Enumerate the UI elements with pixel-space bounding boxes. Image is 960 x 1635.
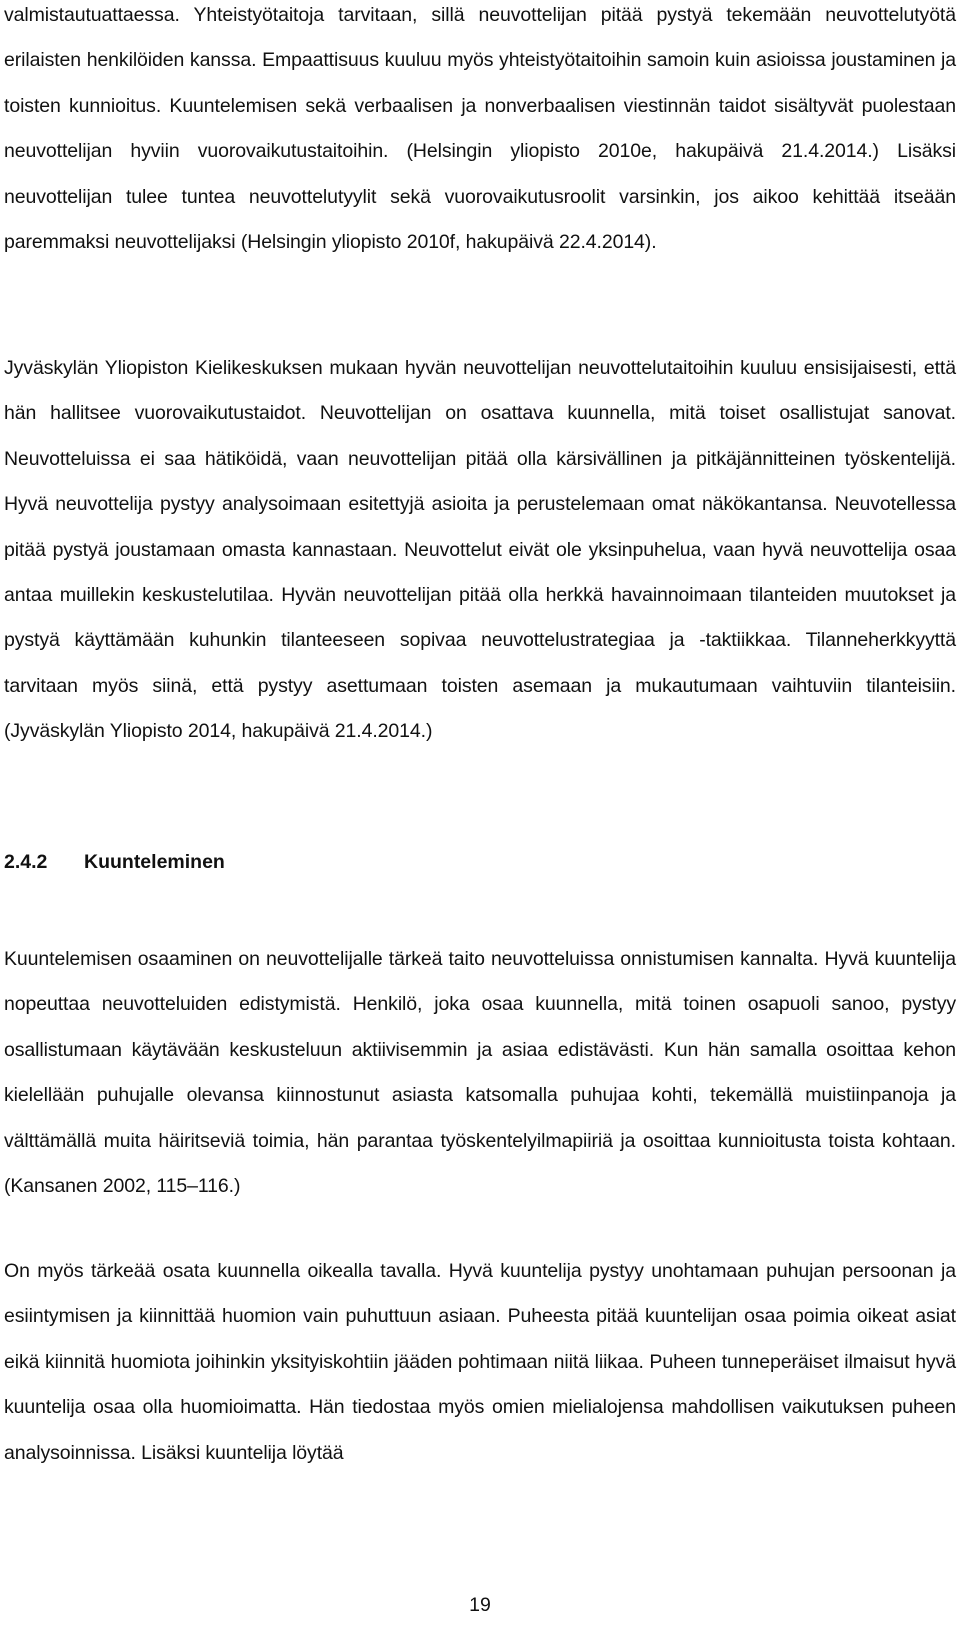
body-paragraph: On myös tärkeää osata kuunnella oikealla tavalla. Hyvä kuuntelija pystyy unohtamaan puhujan persoonan ja esiintymisen ja kiinnittää huomion vain puhuttuun asiaan. Puheesta pitää kuuntelijan osaa poimia oikeat asiat eikä kiinnitä huomiota joihinkin yksityiskohtiin jääden pohtimaan niitä liikaa. Puheen tunneperäiset ilmaisut hyvä kuuntelija osaa olla huomioimatta. Hän tiedostaa myös omien mielialojensa mahdollisen vaikutuksen puheen analysoinnissa. Lisäksi kuuntelija löytää [4,1260,956,1464]
body-paragraph: Jyväskylän Yliopiston Kielikeskuksen mukaan hyvän neuvottelijan neuvottelutaitoihin kuuluu ensisijaisesti, että hän hallitsee vuorovaikutustaidot. Neuvottelijan on osattava kuunnella, mitä toiset osallistujat sanovat. Neuvotteluissa ei saa hätiköidä, vaan neuvottelijan pitää olla kärsivällinen ja pitkäjännitteinen työskentelijä. Hyvä neuvottelija pystyy analysoimaan esitettyjä asioita ja perustelemaan omat näkökantansa. Neuvotellessa pitää pystyä joustamaan omasta kannastaan. Neuvottelut eivät ole yksinpuhelua, vaan hyvä neuvottelija osaa antaa muillekin keskustelutilaa. Hyvän neuvottelijan pitää olla herkkä havainnoimaan tilanteiden muutokset ja pystyä käyttämään kuhunkin tilanteeseen sopivaa neuvottelustrategiaa ja -taktiikkaa. Tilanneherkkyyttä tarvitaan myös siinä, että pystyy asettumaan toisten asemaan ja mukautumaan vaihtuviin tilanteisiin. (Jyväskylän Yliopisto 2014, hakupäivä 21.4.2014.) [4,357,956,743]
page-number: 19 [469,1594,491,1616]
body-paragraph: Kuuntelemisen osaaminen on neuvottelijalle tärkeä taito neuvotteluissa onnistumisen kannalta. Hyvä kuuntelija nopeuttaa neuvotteluiden edistymistä. Henkilö, joka osaa kuunnella, mitä toinen osapuoli sanoo, pystyy osallistumaan käytävään keskusteluun aktiivisemmin ja asiaa edistävästi. Kun hän samalla osoittaa kehon kielellään puhujalle olevansa kiinnostunut asiasta katsomalla puhujaa kohti, tekemällä muistiinpanoja ja välttämällä muita häiritseviä toimia, hän parantaa työskentelyilmapiiriä ja osoittaa kunnioitusta toista kohtaan. (Kansanen 2002, 115–116.) [4,948,956,1198]
section-number: 2.4.2 [4,851,48,873]
section-title: Kuunteleminen [84,851,225,873]
section-heading [4,840,225,885]
body-paragraph: valmistautuattaessa. Yhteistyötaitoja tarvitaan, sillä neuvottelijan pitää pystyä tekemään neuvottelutyötä erilaisten henkilöiden kanssa. Empaattisuus kuuluu myös yhteistyötaitoihin samoin kuin asioissa joustaminen ja toisten kunnioitus. Kuuntelemisen sekä verbaalisen ja nonverbaalisen viestinnän taidot sisältyvät puolestaan neuvottelijan hyviin vuorovaikutustaitoihin. (Helsingin yliopisto 2010e, hakupäivä 21.4.2014.) Lisäksi neuvottelijan tulee tuntea neuvottelutyylit sekä vuorovaikutusroolit varsinkin, jos aikoo kehittää itseään paremmaksi neuvottelijaksi (Helsingin yliopisto 2010f, hakupäivä 22.4.2014). [4,4,956,254]
